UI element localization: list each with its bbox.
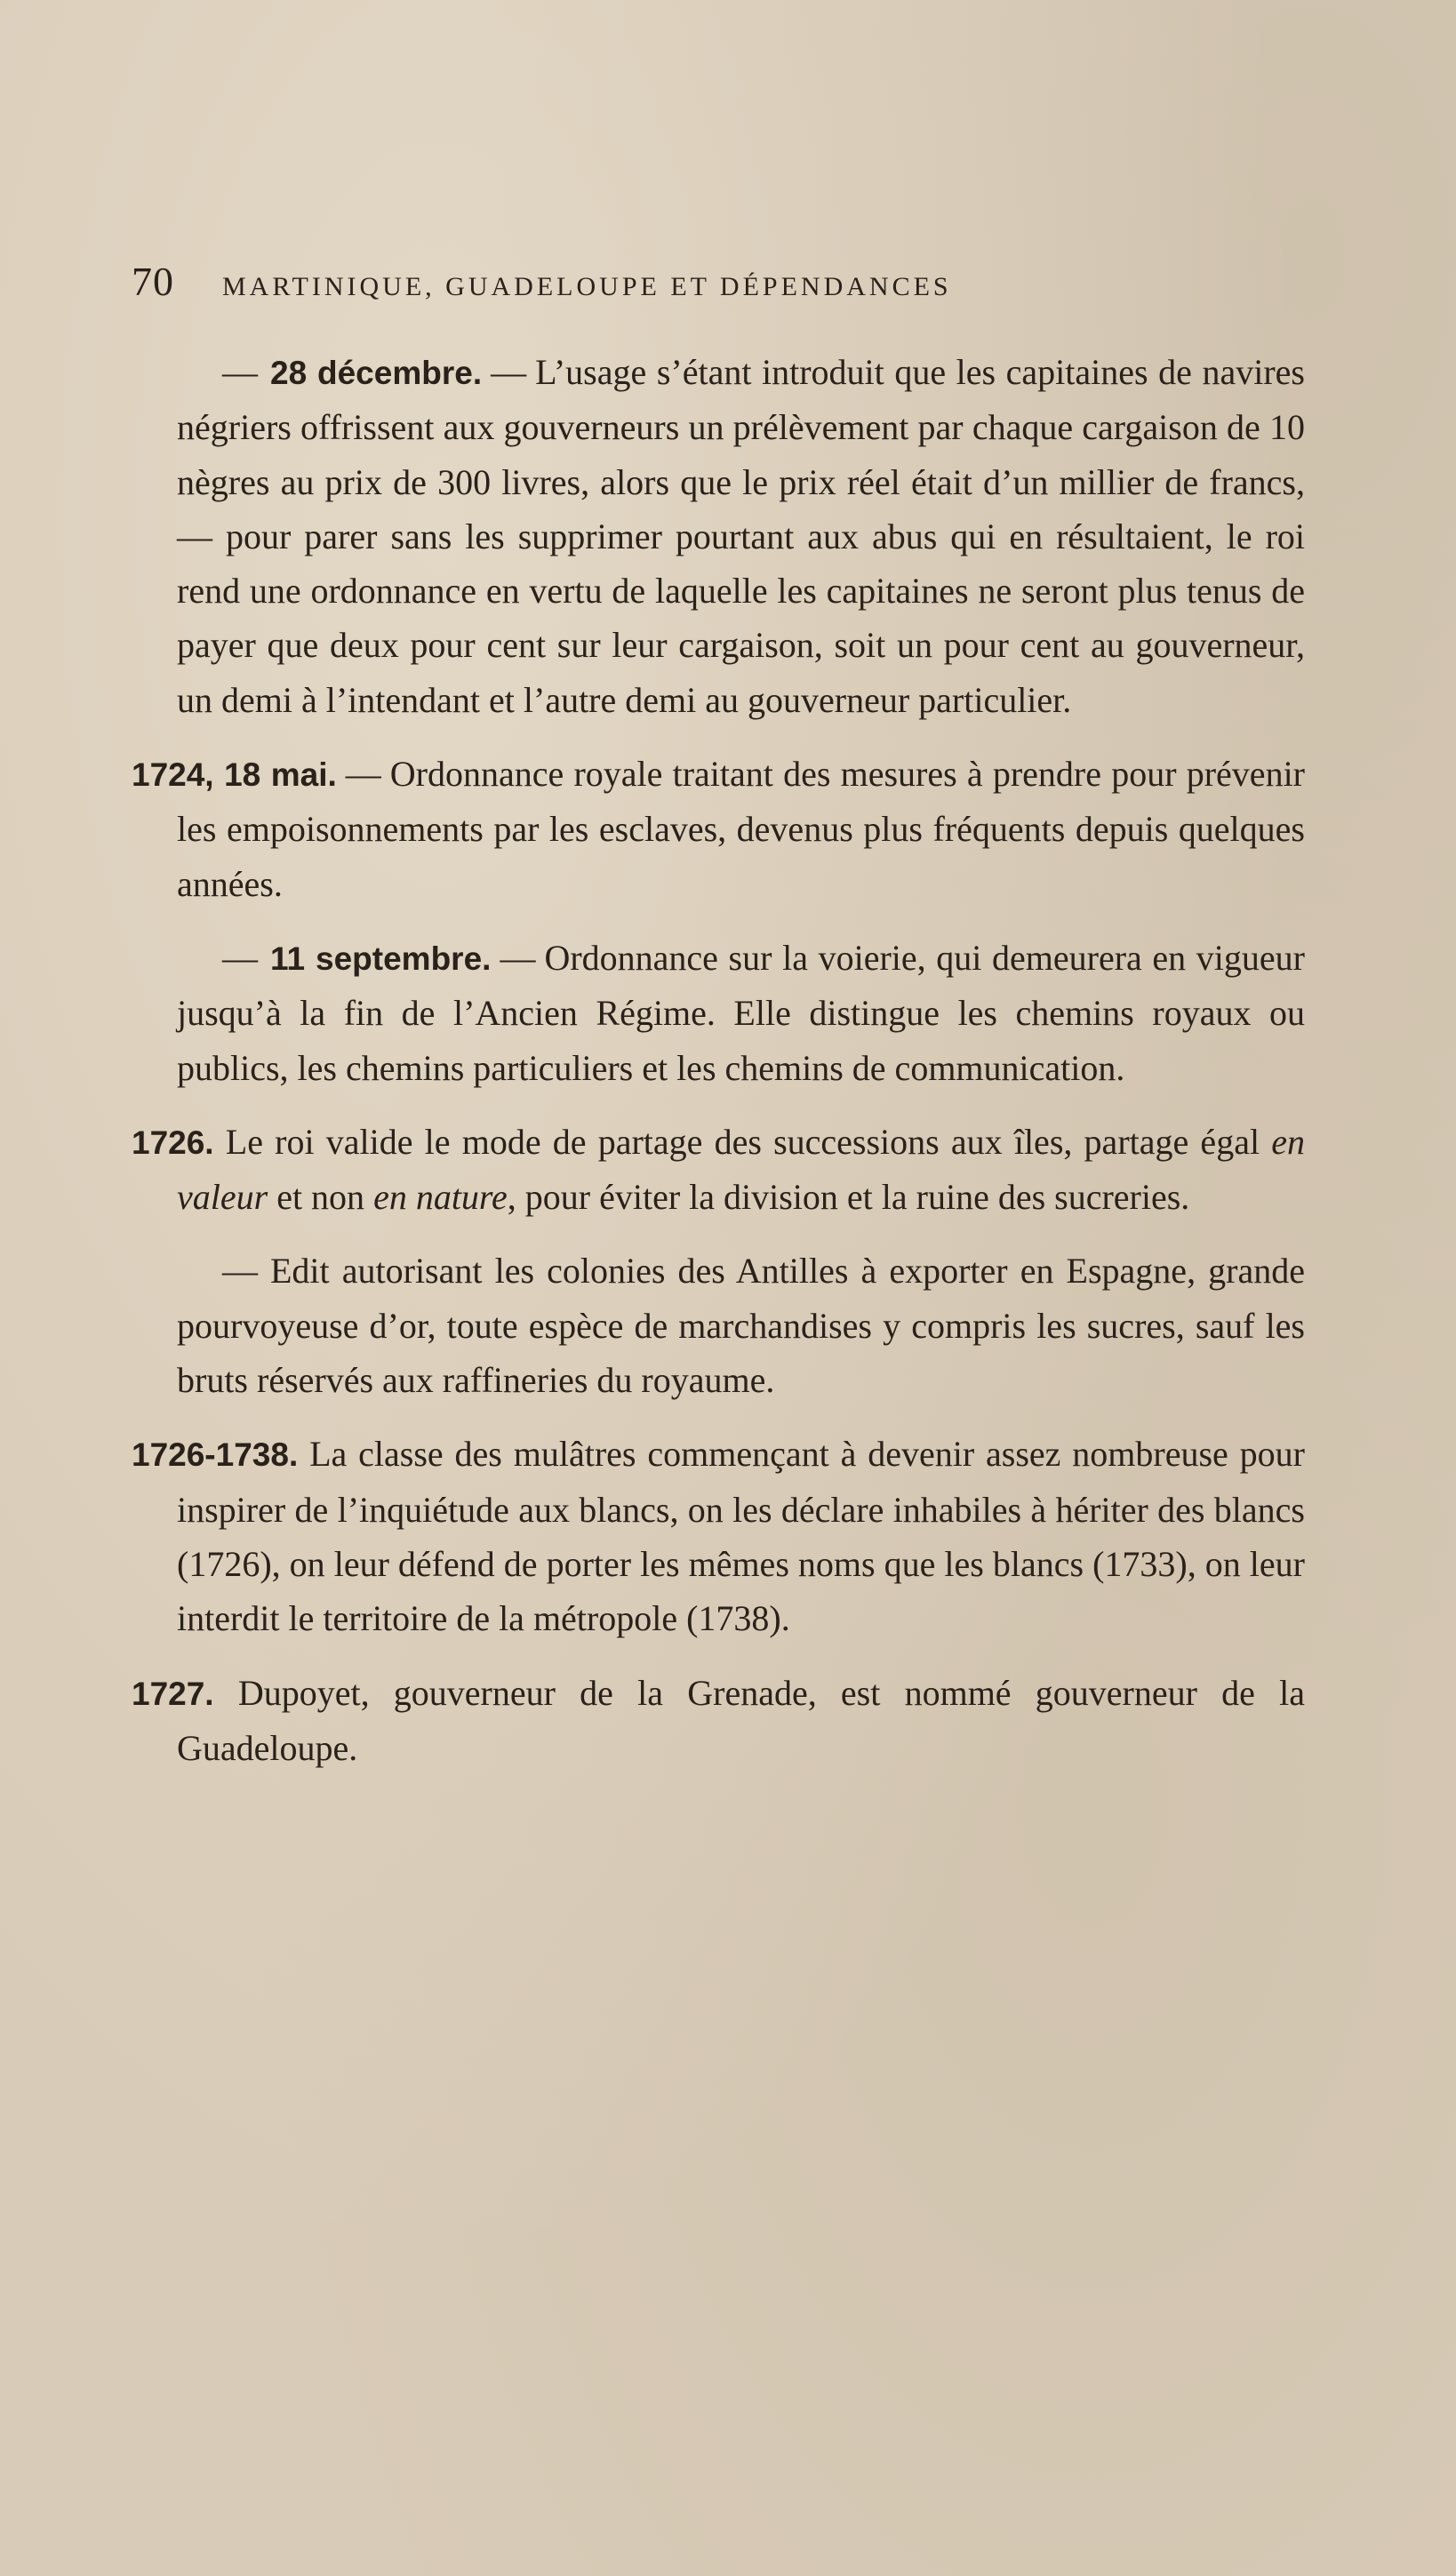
entry-text: et non: [276, 1177, 365, 1218]
page-body: [132, 345, 1305, 1775]
entry-text: Ordonnance sur la voierie, qui demeurera en vigueur jusqu’à la fin de l’Ancien Régime. Elle distingue les chemins royaux ou publics, les chemins particuliers et les chemins de communication.: [177, 937, 1305, 1088]
entry-date: 28 décembre.: [270, 355, 483, 391]
entry-italic-text: en nature: [373, 1177, 508, 1218]
entry-separator: —: [500, 937, 536, 978]
running-title: MARTINIQUE, GUADELOUPE ET DÉPENDANCES: [222, 272, 952, 301]
entry-11-septembre: [132, 931, 1305, 1095]
entry-text: La classe des mulâtres commençant à devenir assez nombreuse pour inspirer de l’inquiétude aux blancs, on les déclare inhabiles à hériter des blancs (1726), on leur défend de porter les mêmes noms que les blancs (1733), on leur interdit le territoire de la métropole (1738).: [177, 1434, 1305, 1639]
entry-dash: —: [222, 352, 258, 392]
entry-1724-18-mai: [132, 747, 1305, 911]
entry-1727: [132, 1666, 1305, 1776]
entry-28-decembre: [132, 345, 1305, 727]
entry-text: Dupoyet, gouverneur de la Grenade, est nommé gouverneur de la Guadeloupe.: [177, 1672, 1306, 1768]
entry-date: 1724, 18 mai.: [132, 756, 337, 794]
entry-dash: —: [222, 937, 258, 978]
entry-separator: —: [345, 754, 381, 795]
entry-text: Edit autorisant les colonies des Antilles à exporter en Espagne, grande pourvoyeuse d’or, toute espèce de marchandises y compris les sucres, sauf les bruts réservés aux raffineries du royaume.: [177, 1251, 1305, 1401]
page-number: 70: [132, 259, 174, 304]
entry-edit-antilles: [132, 1244, 1305, 1407]
entry-date: 1727.: [132, 1675, 214, 1712]
entry-text: , pour éviter la division et la ruine des sucreries.: [507, 1177, 1190, 1218]
entry-separator: —: [491, 352, 527, 392]
entry-1726: [132, 1115, 1305, 1225]
entry-text: Ordonnance royale traitant des mesures à prendre pour prévenir les empoisonnements par les esclaves, devenus plus fréquents depuis quelques années.: [177, 754, 1305, 904]
entry-text: L’usage s’étant introduit que les capitaines de navires négriers offrissent aux gouverneurs un prélèvement par chaque cargaison de 10 nègres au prix de 300 livres, alors que le prix réel était d’un millier de francs, — pour parer sans les supprimer pourtant aux abus qui en résultaient, le roi rend une ordonnance en vertu de laquelle les capitaines ne seront plus tenus de payer que deux pour cent sur leur cargaison, soit un pour cent au gouverneur, un demi à l’intendant et l’autre demi au gouverneur particulier.: [177, 352, 1305, 720]
entry-italic-text: en valeur: [177, 1121, 1306, 1218]
entry-date: 1726.: [132, 1124, 214, 1161]
entry-date: 1726-1738.: [132, 1436, 299, 1474]
entry-1726-1738: [132, 1427, 1305, 1645]
page-header: [132, 258, 1198, 311]
entry-text: Le roi valide le mode de partage des successions aux îles, partage égal: [225, 1121, 1260, 1162]
entry-dash: —: [222, 1251, 258, 1292]
entry-date: 11 septembre.: [270, 940, 492, 977]
